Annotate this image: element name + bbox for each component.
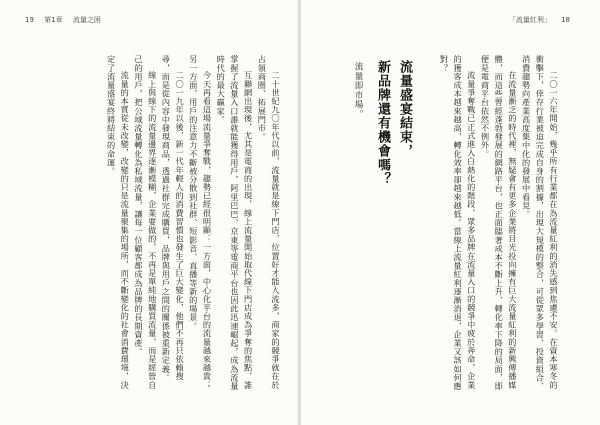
right-body-text [425,55,560,395]
left-running-header [25,15,101,25]
right-chapter-title: 「流量紅利」 [508,16,551,24]
paragraph: 在流量漸乏的時代裡，無疑會有更多企業將目光投向擁有巨大流量紅利的新興傳播媒體，而這些曾經蓬勃發展的網路平台，也正面臨著成本不斷上升、轉化率下降的局面，即便是電商平台依然不例外。 [480,55,518,391]
paragraph: 流量的本質從未改變，改變的只是流量聚集的場所，而不斷變化的社會消費環境，決定了流量盛宴終將結束的命運。 [106,55,131,390]
left-page-number: 19 [25,16,34,24]
paragraph: 互聯網出現後，尤其是電商的出現，線上流量開始取代線下門店成為爭奪的焦點，誰掌握了流量入口誰就能獲得用戶，阿里巴巴、京東等電商平台也因此迅速崛起，成為流量時代的最大贏家。 [216,55,254,391]
paragraph: 二〇一六年開始，幾乎所有行業都在為流量紅利的消失感到焦慮不安。在資本寒冬的衝擊下，倖存行業被迫完成自身的割據，出現大規模的整合，可從眾多學習、投資組合、消費趨勢向產業高度集中化的發展中看見。 [521,55,559,391]
paragraph: 今天再看這場流量爭奪戰，趨勢已經很明顯：一方面，中心化平台的流量越來越貴；另一方面，用戶的注意力不斷被分散到社群、短影音、直播等新的場景。 [188,55,213,390]
right-page-number: 18 [561,16,570,24]
left-chapter-label: 第1章 [44,16,63,24]
heading-line-2: 新品牌還有機會嗎？ [375,60,390,186]
left-body-text [57,55,282,395]
left-chapter-title: 流量之困 [72,16,101,24]
paragraph: 線上與線下的流量邊界逐漸模糊，企業要做的，不再是單純地購買流量，而是經營自己的用戶，把公域流量轉化為私域流量，讓每一位顧客都成為品牌的長期資產。 [133,55,158,390]
right-running-header [509,15,570,25]
paragraph: 流量爭奪戰已正式進入白熱化的階段，眾多品牌在流量入口的競爭中疲於奔命，企業的獲客成本越來越高，轉化效率卻越來越低。當線上流量紅利逐漸消退，企業又該如何應對？ [439,55,477,391]
paragraph: 二〇一九年以後，新一代年輕人的消費習慣也發生了巨大變化，他們不再只依賴搜尋，而是從內容中發現商品，透過社群完成購買，品牌與用戶之間的關係被重新定義。 [161,55,186,382]
section-subheading: 流量即市場。 [353,62,363,119]
heading-line-1: 流量盛宴結束， [397,60,412,158]
paragraph: 二十世紀九〇年代以前，流量就是線下門店，位置好才能人流多，商家的競爭就在於占領商圈、拓展門市。 [257,55,281,390]
section-heading [369,60,415,280]
